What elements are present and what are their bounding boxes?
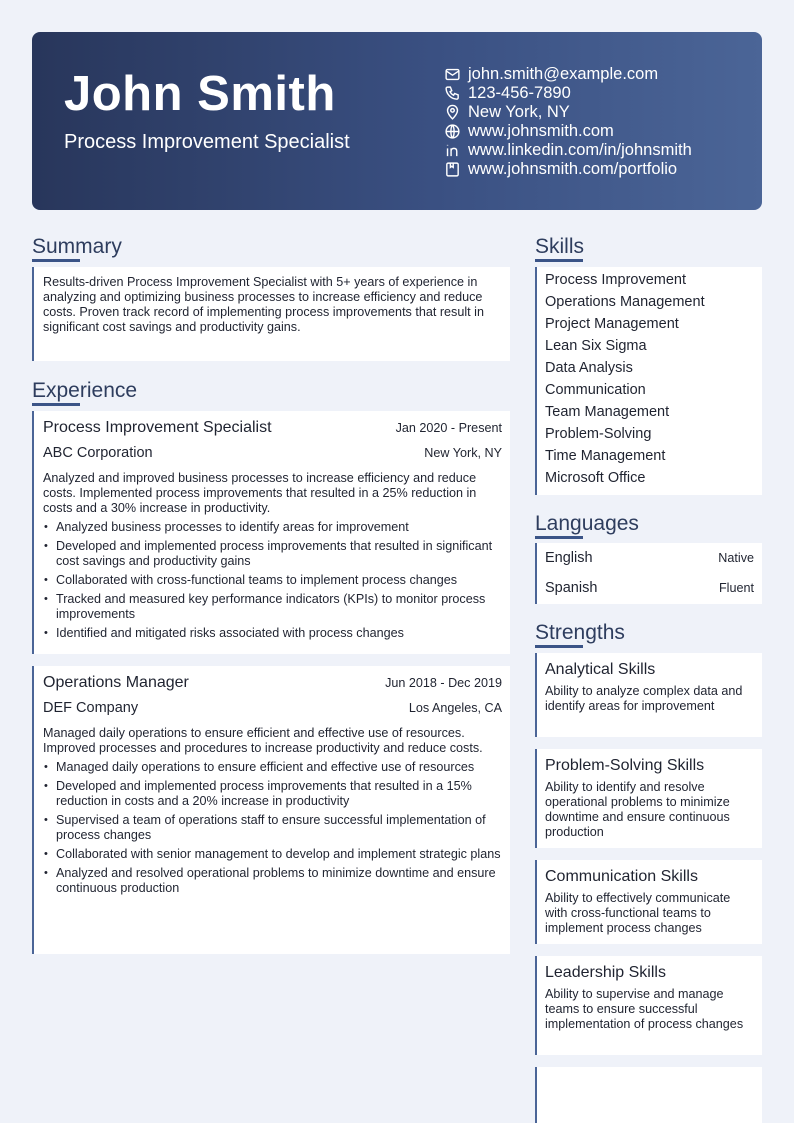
- list-item: • Analyzed business processes to identify areas for improvement: [43, 520, 502, 535]
- list-item: • Managed daily operations to ensure efficient and effective use of resources: [43, 760, 502, 775]
- strength-card: [535, 653, 762, 737]
- job-company: ABC Corporation: [43, 445, 153, 461]
- skill-item: Microsoft Office: [545, 470, 646, 486]
- job-location: Los Angeles, CA: [408, 701, 502, 715]
- languages-heading-underline: [535, 536, 583, 539]
- skills-heading-underline: [535, 259, 583, 262]
- skill-item: Process Improvement: [545, 272, 687, 288]
- contact-phone[interactable]: [444, 84, 692, 103]
- strength-card: [535, 749, 762, 848]
- list-item: • Identified and mitigated risks associated with process changes: [43, 626, 502, 641]
- skill-item: Operations Management: [545, 294, 705, 310]
- language-name: Spanish: [545, 580, 598, 596]
- strengths-heading-underline: [535, 645, 583, 648]
- contact-website[interactable]: [444, 122, 692, 141]
- language-level: Native: [718, 551, 754, 565]
- job-company: DEF Company: [43, 700, 139, 716]
- contact-portfolio[interactable]: [444, 160, 692, 179]
- strength-title: Analytical Skills: [545, 661, 656, 678]
- list-item: • Developed and implemented process improvements that resulted in significant cost savings and productivity gains: [43, 539, 502, 569]
- strengths-heading: Strengths: [535, 621, 625, 644]
- summary-heading-underline: [32, 259, 80, 262]
- strength-title: Leadership Skills: [545, 964, 666, 981]
- language-row: [545, 543, 754, 573]
- job-description: Analyzed and improved business processes to increase efficiency and reduce costs. Implemented process improvements that resulted in a 25% reduction in costs and a 30% increase in productivity.: [43, 471, 477, 515]
- language-level: Fluent: [718, 581, 754, 595]
- skill-item: Communication: [545, 382, 646, 398]
- language-row: [545, 573, 754, 603]
- contact-linkedin-text: www.linkedin.com/in/johnsmith: [468, 141, 692, 159]
- strength-text: Ability to effectively communicate with cross-functional teams to implement process changes: [545, 891, 731, 935]
- list-item: • Tracked and measured key performance indicators (KPIs) to monitor process improvements: [43, 592, 502, 622]
- skills-heading: Skills: [535, 235, 585, 258]
- skill-item: Project Management: [545, 316, 679, 332]
- job-title: Operations Manager: [43, 674, 189, 691]
- contact-portfolio-text: www.johnsmith.com/portfolio: [468, 160, 678, 178]
- contact-email[interactable]: [444, 65, 692, 84]
- job-description: Managed daily operations to ensure efficient and effective use of resources. Improved processes and procedures to increase productivity and reduce costs.: [43, 726, 483, 755]
- skill-item: Problem-Solving: [545, 426, 652, 442]
- languages-heading: Languages: [535, 512, 639, 535]
- job-location: New York, NY: [424, 446, 502, 460]
- resume-header: [32, 32, 762, 210]
- skill-item: Lean Six Sigma: [545, 338, 647, 354]
- list-item: • Collaborated with cross-functional teams to implement process changes: [43, 573, 502, 588]
- linkedin-icon: [444, 142, 461, 159]
- experience-heading: Experience: [32, 379, 138, 402]
- job-dates: Jun 2018 - Dec 2019: [385, 676, 502, 690]
- strength-title: Communication Skills: [545, 868, 698, 885]
- job-card-2: [32, 666, 510, 954]
- strength-card: [535, 860, 762, 944]
- list-item: • Analyzed and resolved operational problems to minimize downtime and ensure continuous production: [43, 866, 502, 896]
- mail-icon: [444, 66, 461, 83]
- phone-icon: [444, 85, 461, 102]
- summary-card: [32, 267, 510, 361]
- job-card-1: [32, 411, 510, 654]
- skill-item: Time Management: [545, 448, 666, 464]
- candidate-name: John Smith: [64, 67, 336, 121]
- experience-heading-underline: [32, 403, 80, 406]
- strength-text: Ability to analyze complex data and identify areas for improvement: [545, 684, 743, 713]
- list-item: • Collaborated with senior management to develop and implement strategic plans: [43, 847, 502, 862]
- contact-phone-text: 123-456-7890: [468, 84, 571, 102]
- location-icon: [444, 104, 461, 121]
- strength-title: Problem-Solving Skills: [545, 757, 705, 774]
- portfolio-icon: [444, 161, 461, 178]
- contact-website-text: www.johnsmith.com: [468, 122, 614, 140]
- globe-icon: [444, 123, 461, 140]
- job-title: Process Improvement Specialist: [43, 419, 272, 436]
- strength-text: Ability to identify and resolve operational problems to minimize downtime and ensure continuous production: [545, 780, 730, 839]
- skills-card: [535, 267, 762, 495]
- strength-card: [535, 956, 762, 1055]
- contact-list: [444, 65, 692, 179]
- list-item: • Supervised a team of operations staff to ensure successful implementation of process changes: [43, 813, 502, 843]
- strength-text: Ability to supervise and manage teams to ensure successful implementation of process changes: [545, 987, 744, 1031]
- empty-card: [535, 1067, 762, 1123]
- languages-card: [535, 543, 762, 604]
- skill-item: Team Management: [545, 404, 670, 420]
- job-bullets: [43, 760, 502, 896]
- contact-location-text: New York, NY: [468, 103, 570, 121]
- skill-item: Data Analysis: [545, 360, 633, 376]
- contact-location: [444, 103, 692, 122]
- contact-email-text: john.smith@example.com: [468, 65, 659, 83]
- language-name: English: [545, 550, 593, 566]
- candidate-role: Process Improvement Specialist: [64, 131, 350, 153]
- summary-heading: Summary: [32, 235, 122, 258]
- contact-linkedin[interactable]: [444, 141, 692, 160]
- list-item: • Developed and implemented process improvements that resulted in a 15% reduction in costs and a 20% increase in productivity: [43, 779, 502, 809]
- summary-text: Results-driven Process Improvement Specialist with 5+ years of experience in analyzing and optimizing business processes to increase efficiency and reduce costs. Proven track record of implementing process improvements that result in significant cost savings and productivity gains.: [43, 275, 484, 334]
- job-bullets: [43, 520, 502, 641]
- job-dates: Jan 2020 - Present: [395, 421, 502, 435]
